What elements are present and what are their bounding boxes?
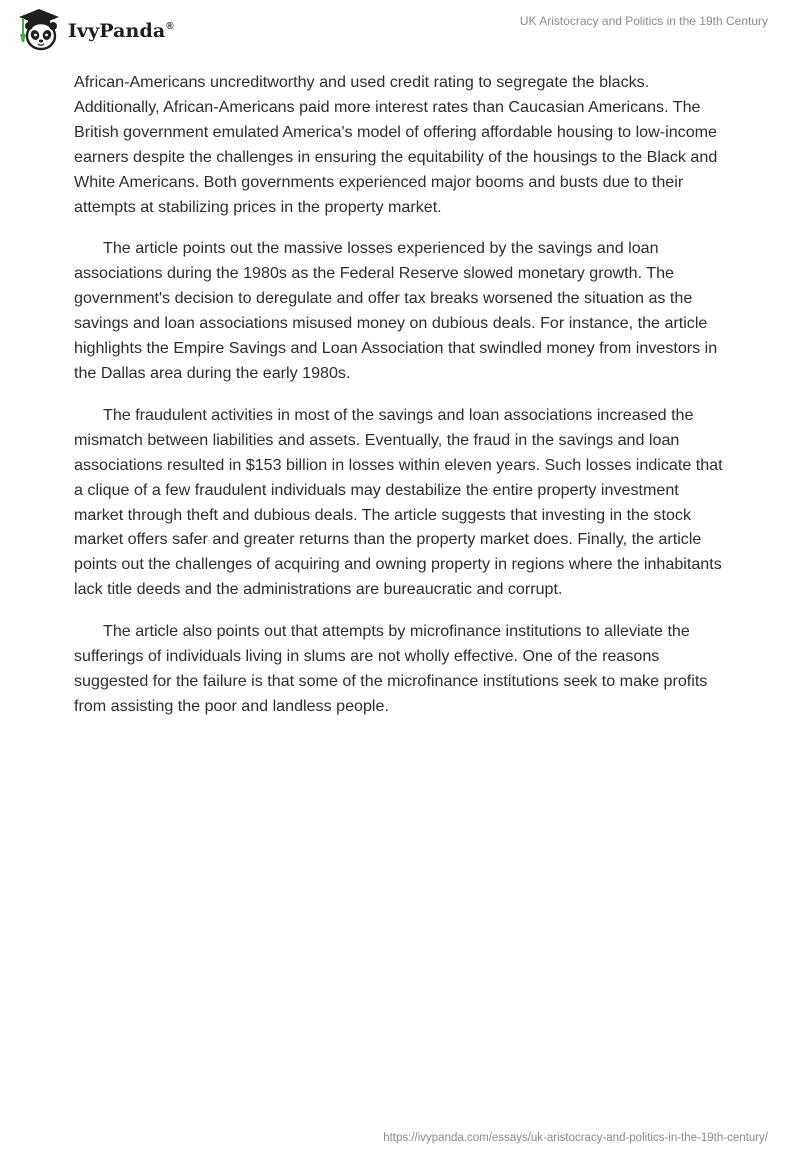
paragraph-1: African-Americans uncreditworthy and used credit rating to segregate the blacks. Additionally, African-Americans paid more interest rates than Caucasian Americans. The British government emulated America's model of offering affordable housing to low-income earners despite the challenges in ensuring the equitability of the housings to the Black and White Americans. Both governments experienced major booms and busts due to their attempts at stabilizing prices in the property market. — [74, 73, 718, 216]
brand-name: IvyPanda® — [68, 20, 174, 42]
document-title: UK Aristocracy and Politics in the 19th Century — [519, 14, 768, 28]
panda-graduate-icon — [14, 8, 64, 52]
ivypanda-logo[interactable] — [14, 8, 174, 52]
paragraph-3: The fraudulent activities in most of the savings and loan associations increased the mismatch between liabilities and assets. Eventually, the fraud in the savings and loan associations resulted in $153 billion in losses within eleven years. Such losses indicate that a clique of a few fraudulent individuals may destabilize the entire property investment market through theft and dubious deals. The article suggests that investing in the stock market offers safer and greater returns than the property market does. Finally, the article points out the challenges of acquiring and owning property in regions where the inhabitants lack title deeds and the administrations are bureaucratic and corrupt. — [74, 405, 723, 599]
registered-mark: ® — [166, 21, 174, 32]
paragraph-2: The article points out the massive losses experienced by the savings and loan associations during the 1980s as the Federal Reserve slowed monetary growth. The government's decision to deregulate and offer tax breaks worsened the situation as the savings and loan associations misused money on dubious deals. For instance, the article highlights the Empire Savings and Loan Association that swindled money from investors in the Dallas area during the early 1980s. — [74, 239, 718, 382]
page-header — [0, 0, 800, 60]
essay-body — [74, 70, 728, 736]
paragraph-4: The article also points out that attempts by microfinance institutions to alleviate the sufferings of individuals living in slums are not wholly effective. One of the reasons suggested for the failure is that some of the microfinance institutions seek to make profits from assisting the poor and landless people. — [74, 622, 708, 715]
source-url[interactable]: https://ivypanda.com/essays/uk-aristocracy-and-politics-in-the-19th-century/ — [383, 1132, 768, 1144]
